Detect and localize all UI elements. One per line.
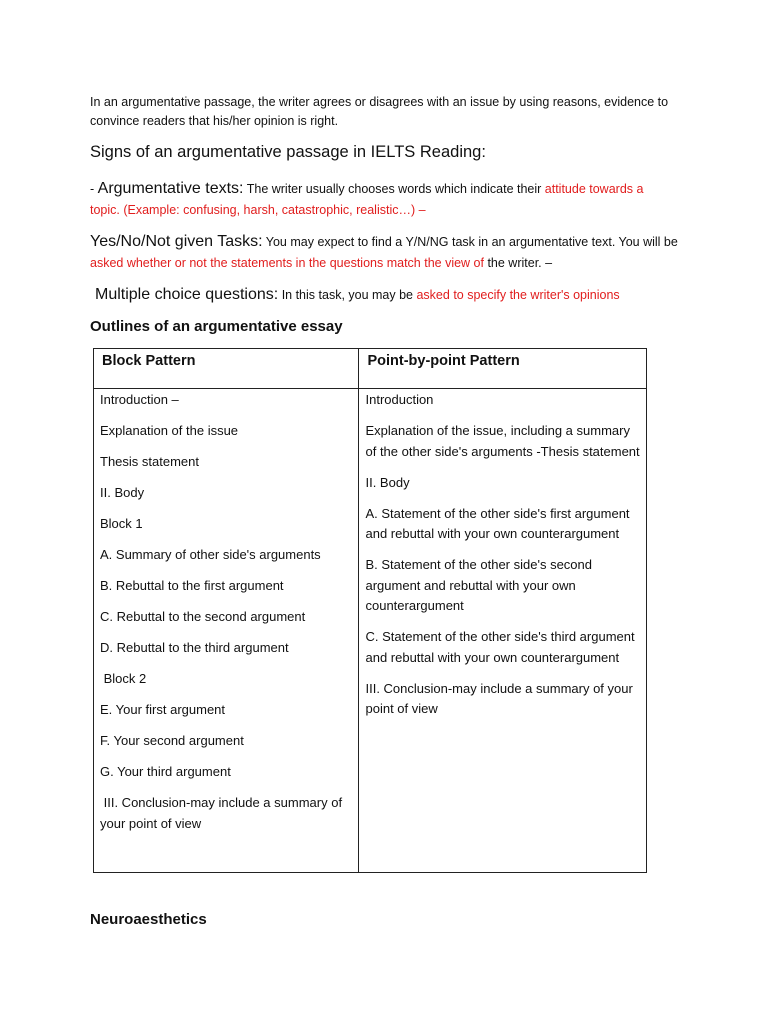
point-pattern-cell <box>359 389 647 873</box>
list-item: C. Rebuttal to the second argument <box>100 609 306 624</box>
header-point-pattern: Point-by-point Pattern <box>359 349 647 389</box>
list-item: E. Your first argument <box>100 702 226 717</box>
table-header-row <box>94 349 647 389</box>
table-body-row <box>94 389 647 873</box>
list-item: III. Conclusion-may include a summary of your point of view <box>365 680 633 716</box>
list-item: III. Conclusion-may include a summary of your point of view <box>100 795 346 831</box>
sign-argumentative-texts <box>90 178 670 221</box>
list-item: Introduction <box>365 392 434 407</box>
sign-ynng-tasks <box>90 231 680 274</box>
list-item: Explanation of the issue <box>100 423 239 438</box>
sign-label: Yes/No/Not given Tasks: <box>90 233 263 250</box>
list-item: B. Rebuttal to the first argument <box>100 578 284 593</box>
list-item: Block 1 <box>100 516 143 531</box>
list-item: C. Statement of the other side's third argument and rebuttal with your own counterargument <box>365 629 635 665</box>
section-heading-neuroaesthetics: Neuroaesthetics <box>90 911 207 928</box>
sign-text: In this task, you may be <box>278 288 417 302</box>
header-block-pattern: Block Pattern <box>94 349 359 389</box>
list-item: A. Summary of other side's arguments <box>100 547 321 562</box>
list-item: Block 2 <box>100 671 147 686</box>
signs-heading: Signs of an argumentative passage in IELTS Reading: <box>90 143 486 161</box>
outlines-title: Outlines of an argumentative essay <box>90 318 343 335</box>
sign-text-after: the writer. – <box>483 256 553 270</box>
sign-multiple-choice <box>95 284 685 306</box>
sign-highlight: asked whether or not the statements in the questions match the view of <box>90 256 484 270</box>
sign-text: You may expect to find a Y/N/NG task in an argumentative text. You will be <box>262 235 678 249</box>
list-item: Explanation of the issue, including a summary of the other side's arguments -Thesis statement <box>365 423 640 459</box>
outline-table <box>93 348 647 873</box>
sign-highlight: asked to specify the writer's opinions <box>416 288 620 302</box>
sign-text: The writer usually chooses words which indicate their <box>243 182 545 196</box>
list-item: A. Statement of the other side's first argument and rebuttal with your own counterargument <box>365 505 630 541</box>
list-item: F. Your second argument <box>100 733 244 748</box>
list-item: Introduction – <box>100 392 179 407</box>
list-item: G. Your third argument <box>100 764 231 779</box>
block-pattern-cell <box>94 389 359 873</box>
list-item: Thesis statement <box>100 454 199 469</box>
list-item: B. Statement of the other side's second argument and rebuttal with your own counterargument <box>365 557 592 613</box>
sign-prefix: - <box>90 182 98 196</box>
sign-highlight: attitude towards a topic. (Example: confusing, harsh, catastrophic, realistic…) – <box>90 182 644 217</box>
sign-label: Argumentative texts: <box>97 180 244 197</box>
intro-paragraph: In an argumentative passage, the writer agrees or disagrees with an issue by using reasons, evidence to convince readers that his/her opinion is right. <box>90 95 669 128</box>
list-item: II. Body <box>365 474 410 490</box>
list-item: II. Body <box>100 485 145 500</box>
sign-label: Multiple choice questions: <box>95 286 279 303</box>
list-item: D. Rebuttal to the third argument <box>100 640 289 655</box>
